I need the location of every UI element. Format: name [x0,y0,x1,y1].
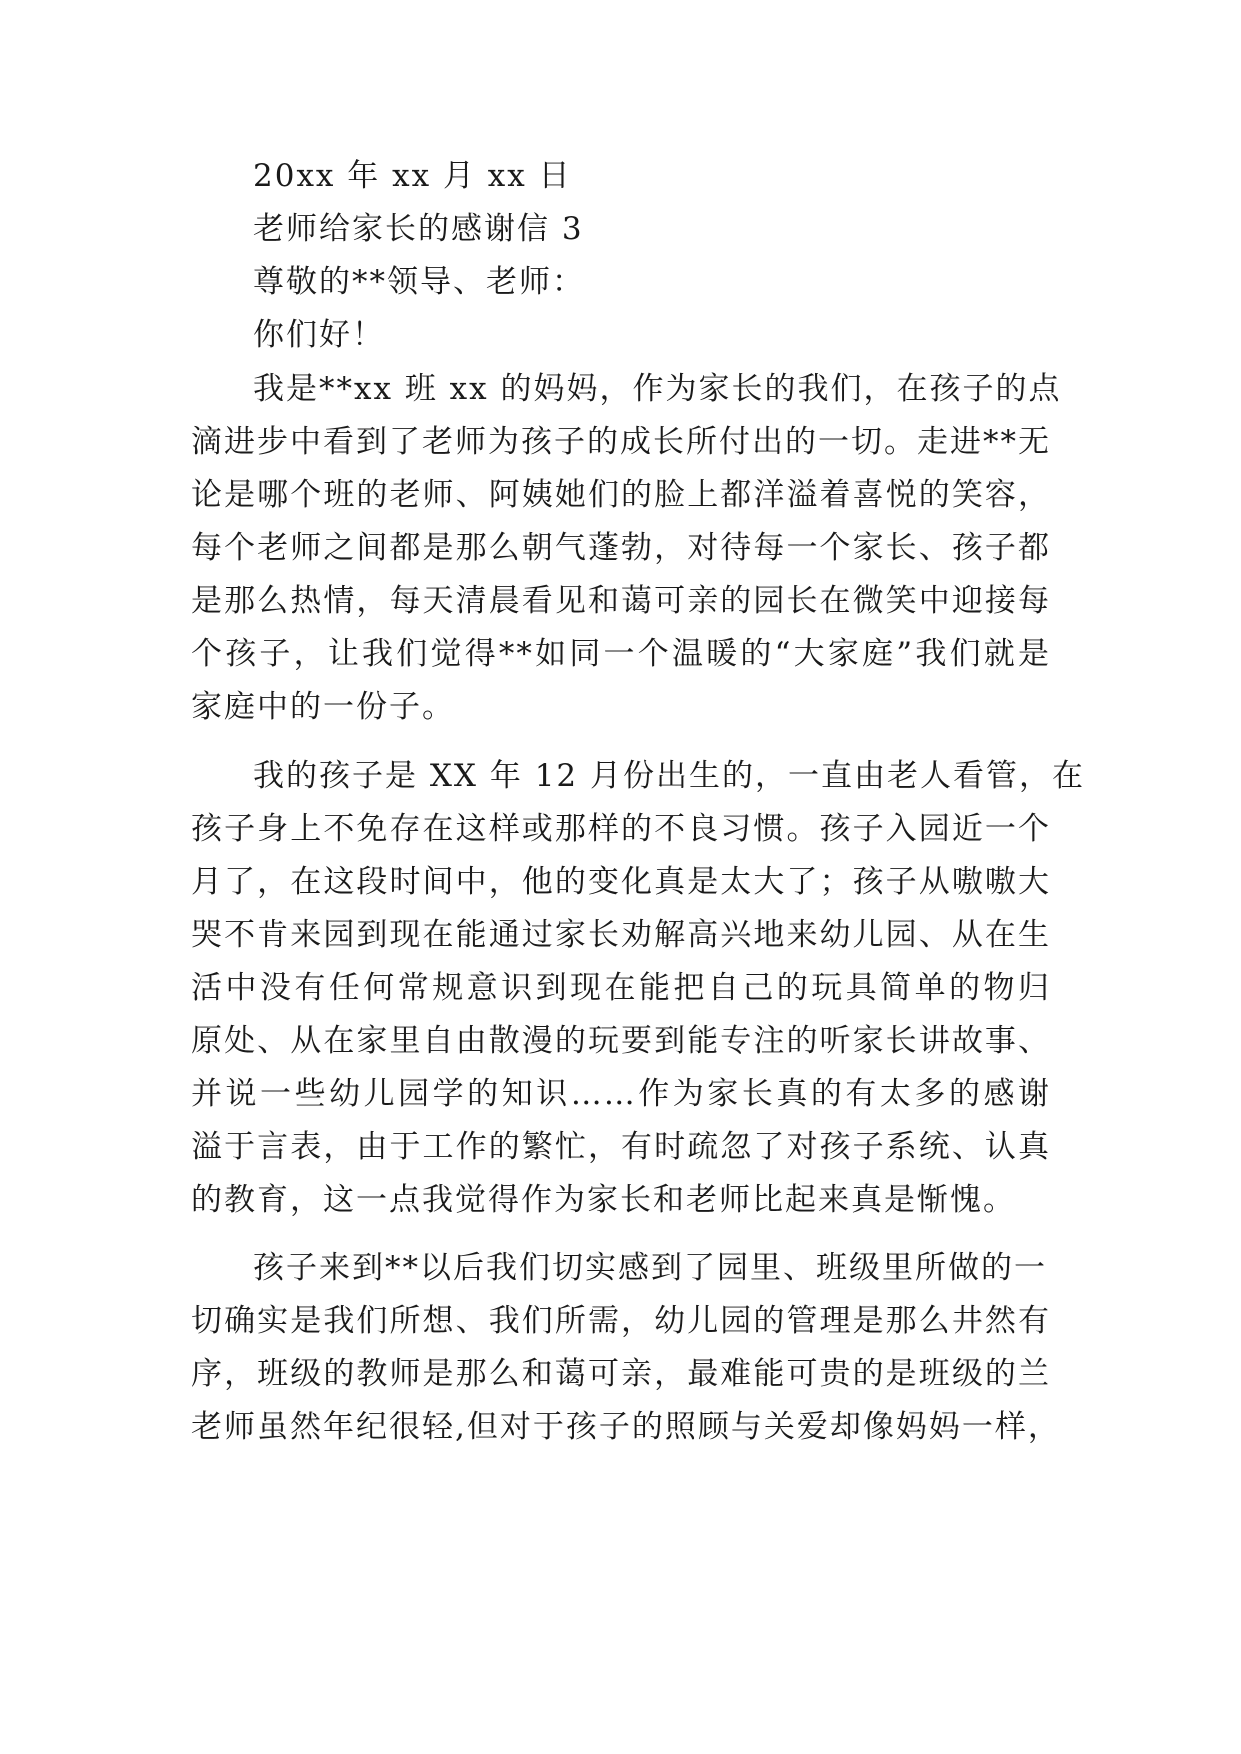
date-line: 20xx 年 xx 月 xx 日 [253,158,572,194]
paragraph-1-line-4: 每个老师之间都是那么朝气蓬勃，对待每一个家长、孩子都 [191,530,1051,566]
paragraph-2-line-4: 哭不肯来园到现在能通过家长劝解高兴地来幼儿园、从在生 [191,917,1051,953]
paragraph-2-line-1: 我的孩子是 XX 年 12 月份出生的，一直由老人看管，在 [253,758,1085,794]
letter-title: 老师给家长的感谢信 3 [253,211,584,247]
paragraph-2-line-2: 孩子身上不免存在这样或那样的不良习惯。孩子入园近一个 [191,811,1051,847]
paragraph-1-line-1: 我是**xx 班 xx 的妈妈，作为家长的我们，在孩子的点 [253,371,1062,407]
paragraph-2-line-3: 月了，在这段时间中，他的变化真是太大了；孩子从嗷嗷大 [191,864,1051,900]
greeting: 你们好！ [253,317,385,353]
paragraph-1-line-7: 家庭中的一份子。 [191,689,455,725]
paragraph-2-line-7: 并说一些幼儿园学的知识……作为家长真的有太多的感谢 [191,1076,1051,1112]
paragraph-2-line-5: 活中没有任何常规意识到现在能把自己的玩具简单的物归 [191,970,1051,1006]
paragraph-1-line-6: 个孩子，让我们觉得**如同一个温暖的“大家庭”我们就是 [191,636,1051,672]
paragraph-2-line-8: 溢于言表，由于工作的繁忙，有时疏忽了对孩子系统、认真 [191,1129,1051,1165]
paragraph-3-line-3: 序，班级的教师是那么和蔼可亲，最难能可贵的是班级的兰 [191,1356,1051,1392]
salutation: 尊敬的**领导、老师： [253,264,585,300]
paragraph-2-line-9: 的教育，这一点我觉得作为家长和老师比起来真是惭愧。 [191,1182,1016,1218]
paragraph-1-line-2: 滴进步中看到了老师为孩子的成长所付出的一切。走进**无 [191,424,1051,460]
paragraph-1-line-3: 论是哪个班的老师、阿姨她们的脸上都洋溢着喜悦的笑容， [191,477,1051,513]
paragraph-3-line-2: 切确实是我们所想、我们所需，幼儿园的管理是那么井然有 [191,1303,1051,1339]
paragraph-2-line-6: 原处、从在家里自由散漫的玩要到能专注的听家长讲故事、 [191,1023,1051,1059]
paragraph-3-line-4: 老师虽然年纪很轻,但对于孩子的照顾与关爱却像妈妈一样， [191,1409,1061,1445]
paragraph-3-line-1: 孩子来到**以后我们切实感到了园里、班级里所做的一 [253,1250,1047,1286]
paragraph-1-line-5: 是那么热情，每天清晨看见和蔼可亲的园长在微笑中迎接每 [191,583,1051,619]
